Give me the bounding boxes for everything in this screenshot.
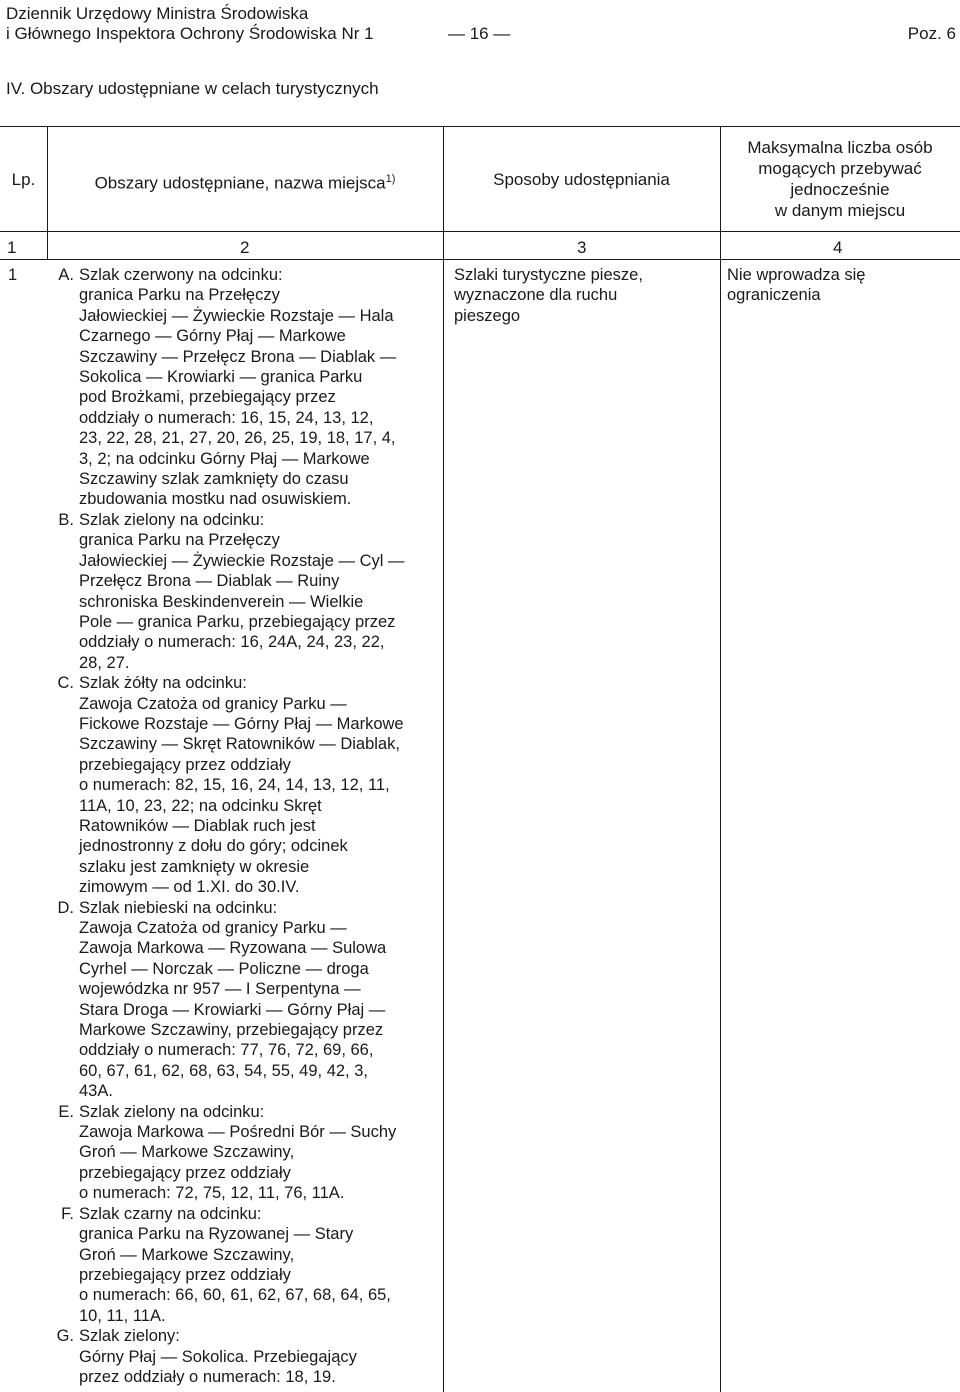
trail-line: Cyrhel — Norczak — Policzne — droga: [79, 959, 369, 978]
trail-line: Zawoja Czatoża od granicy Parku —: [79, 694, 347, 713]
header-max-line: w danym miejscu: [774, 201, 906, 220]
page-number: — 16 —: [448, 24, 511, 43]
trail-line: Szczawiny — Skręt Ratowników — Diablak,: [79, 735, 400, 754]
trail-entry: [50, 898, 440, 1102]
max-persons-line: Nie wprowadza się: [727, 266, 866, 284]
trail-line: jednostronny z dołu do góry; odcinek: [79, 837, 348, 856]
trail-line: 60, 67, 61, 62, 68, 63, 54, 55, 49, 42, 3,: [79, 1061, 368, 1080]
trail-line: Szlak żółty na odcinku:: [79, 674, 247, 693]
max-persons-line: ograniczenia: [727, 286, 821, 305]
position-number: Poz. 6: [907, 24, 956, 43]
trail-line: zimowym — od 1.XI. do 30.IV.: [79, 878, 300, 897]
trail-line: 11A, 10, 23, 22; na odcinku Skręt: [79, 796, 322, 815]
trail-line: Sokolica — Krowiarki — granica Parku: [79, 368, 363, 387]
column-numbers-bottom-rule: [0, 259, 960, 260]
trail-entry: [50, 265, 440, 510]
trail-line: Czarnego — Górny Płaj — Markowe: [79, 327, 346, 346]
trail-letter: D.: [57, 898, 74, 917]
methods-line: wyznaczone dla ruchu: [454, 286, 618, 305]
trail-entry: [50, 673, 440, 897]
trail-line: Szlak czerwony na odcinku:: [79, 266, 283, 284]
trail-line: Groń — Markowe Szczawiny,: [79, 1143, 295, 1162]
trail-line: Szlak zielony na odcinku:: [79, 510, 265, 529]
trail-line: 23, 22, 28, 21, 27, 20, 26, 25, 19, 18, 17, 4,: [79, 429, 396, 448]
trail-letter: B.: [58, 510, 74, 529]
divider-areas: [443, 126, 444, 1392]
row-lp: 1: [8, 266, 18, 284]
trail-line: Górny Płaj — Sokolica. Przebiegający: [79, 1347, 357, 1366]
trail-letter: A.: [58, 266, 74, 284]
header-max-line: jednocześnie: [790, 180, 890, 199]
trail-line: Ratowników — Diablak ruch jest: [79, 816, 316, 835]
header-methods: Sposoby udostępniania: [493, 170, 670, 189]
header-areas-footnote: 1): [385, 173, 396, 185]
trail-line: przebiegający przez oddziały: [79, 1265, 291, 1284]
trail-line: granica Parku na Ryzowanej — Stary: [79, 1225, 354, 1244]
column-number: 3: [577, 238, 587, 257]
trail-line: Jałowieckiej — Żywieckie Rozstaje — Cyl —: [79, 551, 405, 570]
trail-entry: [50, 1204, 440, 1326]
trail-entry: [50, 1102, 440, 1204]
trail-line: Przełęcz Brona — Diablak — Ruiny: [79, 572, 340, 591]
trail-line: 3, 2; na odcinku Górny Płaj — Markowe: [79, 449, 370, 468]
trail-line: oddziały o numerach: 16, 24A, 24, 23, 22,: [79, 633, 385, 652]
trail-line: Szczawiny szlak zamknięty do czasu: [79, 470, 349, 489]
trail-line: Markowe Szczawiny, przebiegający przez: [79, 1021, 384, 1040]
methods-line: Szlaki turystyczne piesze,: [454, 266, 643, 284]
header-bottom-rule: [0, 231, 960, 232]
trail-line: granica Parku na Przełęczy: [79, 286, 280, 305]
trail-line: przebiegający przez oddziały: [79, 1163, 291, 1182]
column-number: 1: [7, 238, 17, 257]
header-max-line: mogących przebywać: [758, 159, 922, 178]
trail-line: 43A.: [79, 1082, 113, 1101]
trail-letter: G.: [56, 1327, 74, 1346]
trail-line: Fickowe Rozstaje — Górny Płaj — Markowe: [79, 714, 404, 733]
trail-line: Pole — granica Parku, przebiegający przez: [79, 612, 396, 631]
journal-title-line2: i Głównego Inspektora Ochrony Środowiska Nr 1: [6, 24, 374, 43]
trail-line: o numerach: 82, 15, 16, 24, 14, 13, 12, 11,: [79, 776, 390, 795]
trail-line: schroniska Beskindenverein — Wielkie: [79, 592, 364, 611]
trail-entry: [50, 1326, 440, 1387]
trail-line: granica Parku na Przełęczy: [79, 531, 280, 550]
trail-line: Zawoja Markowa — Ryzowana — Sulowa: [79, 939, 387, 958]
trail-entry: [50, 510, 440, 673]
trail-line: Szlak czarny na odcinku:: [79, 1204, 262, 1223]
trail-line: oddziały o numerach: 77, 76, 72, 69, 66,: [79, 1041, 374, 1060]
trail-line: o numerach: 72, 75, 12, 11, 76, 11A.: [79, 1184, 345, 1203]
header-areas-text: Obszary udostępniane, nazwa miejsca: [94, 173, 386, 193]
column-number: 4: [833, 238, 843, 257]
journal-title-line1: Dziennik Urzędowy Ministra Środowiska: [6, 4, 309, 23]
trail-line: 10, 11, 11A.: [79, 1306, 166, 1325]
trail-line: przez oddziały o numerach: 18, 19.: [79, 1367, 336, 1386]
trail-letter: C.: [57, 674, 74, 693]
methods-cell: [454, 265, 643, 326]
section-title: IV. Obszary udostępniane w celach turystycznych: [6, 79, 379, 98]
column-number: 2: [240, 238, 250, 257]
divider-methods: [720, 126, 721, 1392]
trail-line: Zawoja Czatoża od granicy Parku —: [79, 919, 347, 937]
header-lp: Lp.: [11, 170, 36, 189]
trail-line: szlaku jest zamknięty w okresie: [79, 857, 310, 876]
header-areas: [47, 169, 443, 194]
areas-cell: [50, 265, 440, 1387]
trail-line: Stara Droga — Krowiarki — Górny Płaj —: [79, 1000, 386, 1019]
trail-line: o numerach: 66, 60, 61, 62, 67, 68, 64, 65,: [79, 1286, 391, 1305]
methods-line: pieszego: [454, 306, 521, 325]
trail-line: pod Brożkami, przebiegający przez: [79, 388, 336, 407]
trail-line: zbudowania mostku nad osuwiskiem.: [79, 490, 352, 509]
trail-line: wojewódzka nr 957 — I Serpentyna —: [79, 980, 361, 999]
trail-line: Groń — Markowe Szczawiny,: [79, 1245, 295, 1264]
trail-line: oddziały o numerach: 16, 15, 24, 13, 12,: [79, 408, 374, 427]
trail-line: 28, 27.: [79, 653, 130, 672]
trail-line: przebiegający przez oddziały: [79, 755, 291, 774]
max-persons-cell: [727, 265, 865, 306]
header-max-persons: [720, 137, 960, 221]
trail-line: Jałowieckiej — Żywieckie Rozstaje — Hala: [79, 306, 394, 325]
trail-line: Szlak niebieski na odcinku:: [79, 898, 278, 917]
trail-line: Zawoja Markowa — Pośredni Bór — Suchy: [79, 1123, 397, 1142]
header-max-line: Maksymalna liczba osób: [747, 138, 933, 157]
page-header: [6, 4, 956, 44]
trail-line: Szlak zielony na odcinku:: [79, 1102, 265, 1121]
trail-line: Szczawiny — Przełęcz Brona — Diablak —: [79, 347, 397, 366]
trail-letter: E.: [58, 1102, 74, 1121]
trail-line: Szlak zielony:: [79, 1327, 180, 1346]
table-top-rule: [0, 126, 960, 127]
trail-letter: F.: [61, 1204, 74, 1223]
